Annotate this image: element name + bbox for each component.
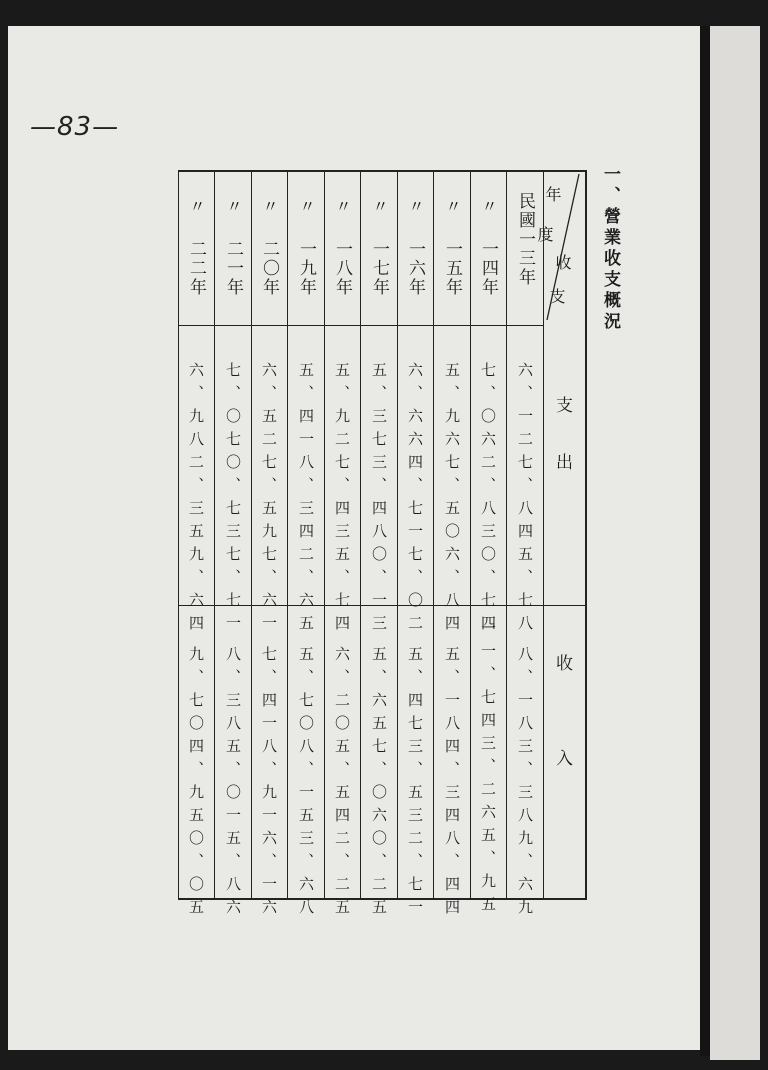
row-year: 二〇年 xyxy=(259,240,279,297)
header-expenditure: 支 出 xyxy=(552,396,572,472)
row-year: 民國一三年 xyxy=(515,192,535,287)
table-row xyxy=(251,170,287,922)
row-expenditure: 五、九二七、四三五、七四 xyxy=(333,362,351,638)
header-category-label-top: 收 xyxy=(553,254,572,270)
row-income: 六、二〇五、五四二、二五 xyxy=(333,646,351,922)
row-ditto-mark: 〃 xyxy=(479,198,498,214)
row-income: 五、四七三、五三二、七一 xyxy=(406,646,424,922)
row-ditto-mark: 〃 xyxy=(187,198,206,214)
table-row xyxy=(288,170,324,922)
header-category-label-bottom: 支 xyxy=(547,288,566,304)
book-spine xyxy=(700,26,710,1056)
row-expenditure: 五、三七三、四八〇、一三 xyxy=(370,362,388,638)
row-expenditure: 六、五二七、五九七、六一 xyxy=(260,362,278,638)
income-expenditure-table xyxy=(178,170,586,922)
row-income: 八、一八三、三八九、六九 xyxy=(516,646,534,922)
facing-page-edge xyxy=(710,26,760,1060)
row-ditto-mark: 〃 xyxy=(370,198,389,214)
row-year: 一五年 xyxy=(442,240,462,297)
row-year: 一八年 xyxy=(332,240,352,297)
header-year-label-bottom: 度 xyxy=(535,226,554,242)
row-ditto-mark: 〃 xyxy=(224,198,243,214)
row-ditto-mark: 〃 xyxy=(333,198,352,214)
table-row xyxy=(361,170,397,922)
row-income: 九、七〇四、九五〇、〇五 xyxy=(187,646,205,922)
header-income: 收 入 xyxy=(552,654,572,768)
table-row xyxy=(434,170,470,922)
header-year-label-top: 年 xyxy=(543,186,562,202)
row-year: 二二年 xyxy=(186,240,206,297)
table-row xyxy=(215,170,251,922)
section-heading: 一、營業收支概況 xyxy=(600,165,620,333)
row-income: 五、一八四、三四八、四四 xyxy=(443,646,461,922)
row-expenditure: 七、〇六二、八三〇、七四 xyxy=(479,362,497,638)
row-expenditure: 七、〇七〇、七三七、七一 xyxy=(224,362,242,638)
row-year: 一九年 xyxy=(296,240,316,297)
row-year: 一七年 xyxy=(369,240,389,297)
row-income: 五、七〇八、一五三、六八 xyxy=(297,646,315,922)
row-ditto-mark: 〃 xyxy=(443,198,462,214)
table-row xyxy=(178,170,214,922)
row-expenditure: 六、九八二、三五九、六四 xyxy=(187,362,205,638)
row-income: 五、六五七、〇六〇、二五 xyxy=(370,646,388,922)
table-row xyxy=(507,170,543,922)
row-expenditure: 六、六六四、七一七、〇二 xyxy=(406,362,424,638)
row-income: 七、四一八、九一六、一六 xyxy=(260,646,278,922)
table-row xyxy=(470,170,506,919)
page-number: —83— xyxy=(30,112,120,142)
row-year: 二一年 xyxy=(223,240,243,297)
row-expenditure: 五、四一八、三四二、六五 xyxy=(297,362,315,638)
table-row xyxy=(397,170,433,922)
row-year: 一六年 xyxy=(405,240,425,297)
table-row xyxy=(324,170,360,922)
row-year: 一四年 xyxy=(478,240,498,297)
row-ditto-mark: 〃 xyxy=(260,198,279,214)
table-right-rule xyxy=(585,170,587,900)
row-income: 一一、七四三、二六五、九五 xyxy=(479,620,497,919)
row-expenditure: 六、一二七、八四五、七八 xyxy=(516,362,534,638)
row-expenditure: 五、九六七、五〇六、八四 xyxy=(443,362,461,638)
row-ditto-mark: 〃 xyxy=(406,198,425,214)
row-ditto-mark: 〃 xyxy=(297,198,316,214)
row-income: 八、三八五、〇一五、八六 xyxy=(224,646,242,922)
